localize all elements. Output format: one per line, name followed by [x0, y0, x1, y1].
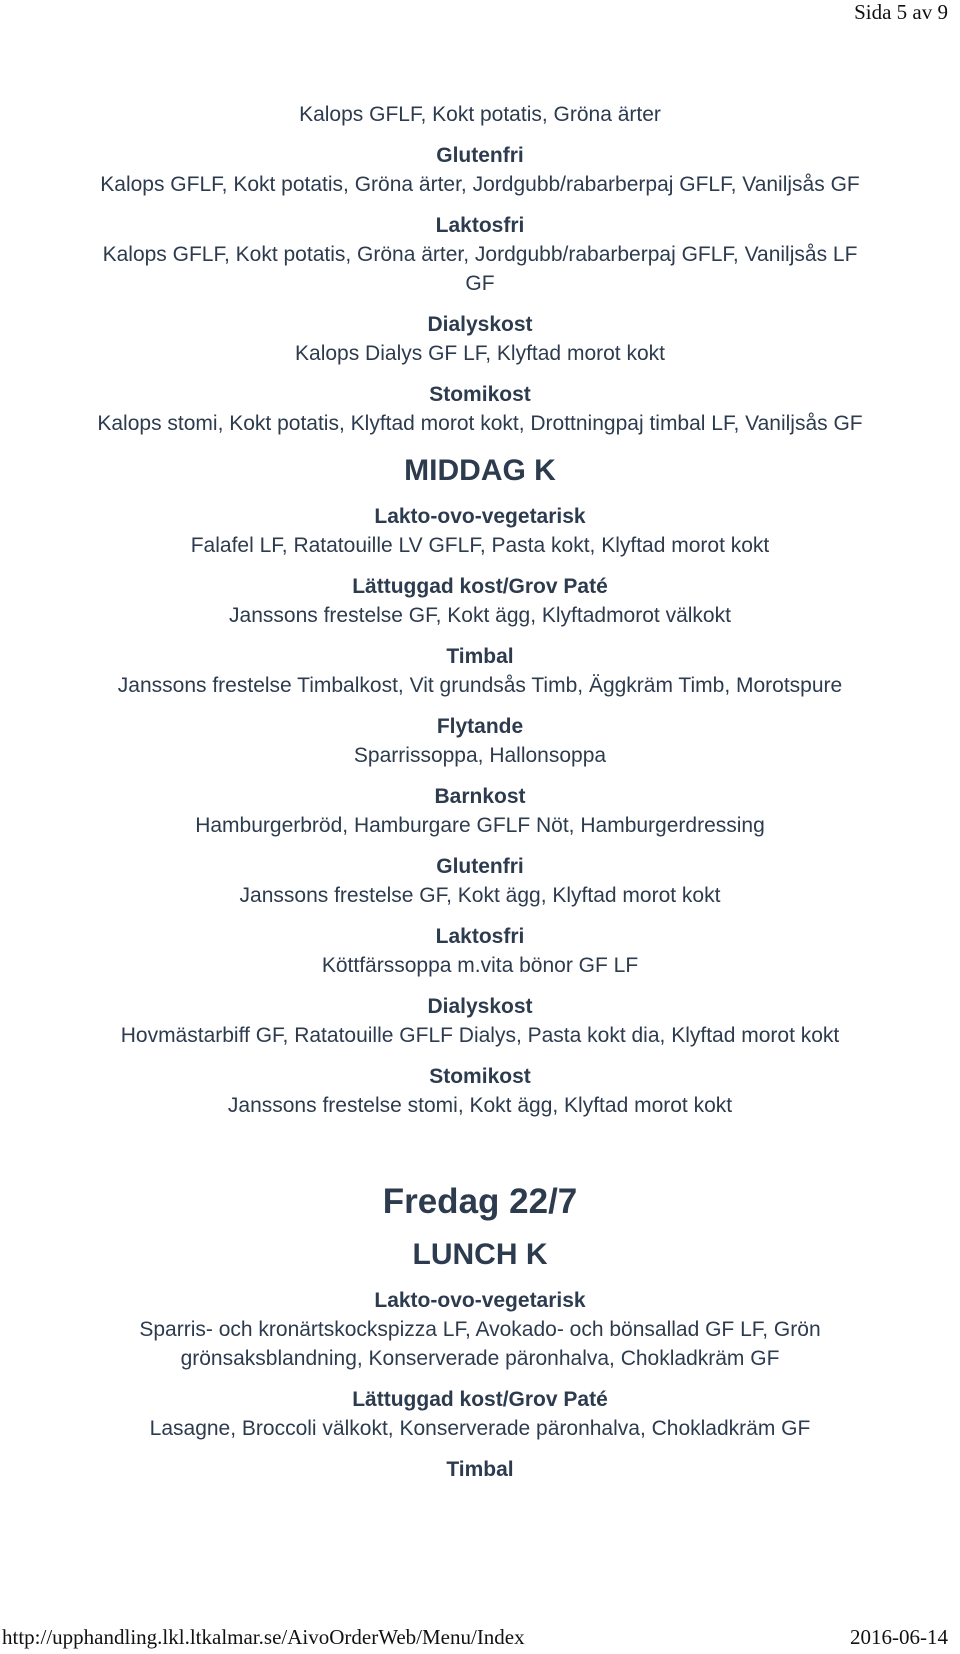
diet-label: Dialyskost [427, 313, 533, 336]
menu-line: Kalops GFLF, Kokt potatis, Gröna ärter, Jordgubb/rabarberpaj GFLF, Vaniljsås GF [100, 173, 860, 196]
diet-label: Flytande [436, 715, 524, 738]
footer-url: http://upphandling.lkl.ltkalmar.se/AivoOrderWeb/Menu/Index [2, 1625, 525, 1649]
menu-line: Janssons frestelse Timbalkost, Vit grundsås Timb, Äggkräm Timb, Morotspure [117, 674, 843, 697]
menu-content [0, 100, 960, 1484]
day-heading: Fredag 22/7 [382, 1182, 578, 1221]
diet-label: Stomikost [429, 1065, 531, 1088]
menu-line: Hovmästarbiff GF, Ratatouille GFLF Dialys, Pasta kokt dia, Klyftad morot kokt [120, 1024, 840, 1047]
diet-label: Barnkost [434, 785, 526, 808]
menu-line: Kalops Dialys GF LF, Klyftad morot kokt [295, 342, 665, 365]
diet-label: Stomikost [429, 383, 531, 406]
section-continued [0, 100, 960, 438]
menu-line: Kalops GFLF, Kokt potatis, Gröna ärter, Jordgubb/rabarberpaj GFLF, Vaniljsås LF GF [102, 243, 858, 295]
page-number: Sida 5 av 9 [854, 0, 948, 24]
footer-date: 2016-06-14 [850, 1625, 948, 1649]
menu-line: Lasagne, Broccoli välkokt, Konserverade päronhalva, Chokladkräm GF [149, 1417, 811, 1440]
diet-label: Lakto-ovo-vegetarisk [374, 1289, 586, 1312]
diet-label: Laktosfri [435, 214, 525, 237]
diet-label: Dialyskost [427, 995, 533, 1018]
diet-label: Timbal [446, 1458, 514, 1481]
diet-label: Lättuggad kost/Grov Paté [352, 575, 608, 598]
diet-label: Glutenfri [436, 144, 524, 167]
menu-line: Sparris- och kronärtskockspizza LF, Avokado- och bönsallad GF LF, Grön grönsaksblandning, Konserverade päronhalva, Chokladkräm GF [139, 1318, 821, 1370]
menu-line: Kalops stomi, Kokt potatis, Klyftad morot kokt, Drottningpaj timbal LF, Vaniljsås GF [97, 412, 863, 435]
diet-label: Glutenfri [436, 855, 524, 878]
menu-line: Sparrissoppa, Hallonsoppa [353, 744, 607, 767]
meal-title-middag: MIDDAG K [404, 454, 556, 487]
diet-label: Lakto-ovo-vegetarisk [374, 505, 586, 528]
lunch-section [0, 1286, 960, 1484]
menu-line: Janssons frestelse GF, Kokt ägg, Klyftad morot kokt [239, 884, 721, 907]
meal-title-lunch: LUNCH K [412, 1238, 548, 1271]
menu-line: Köttfärssoppa m.vita bönor GF LF [321, 954, 639, 977]
diet-label: Timbal [446, 645, 514, 668]
diet-label: Lättuggad kost/Grov Paté [352, 1388, 608, 1411]
menu-line: Hamburgerbröd, Hamburgare GFLF Nöt, Hamburgerdressing [195, 814, 765, 837]
menu-line: Kalops GFLF, Kokt potatis, Gröna ärter [299, 103, 661, 126]
menu-line: Janssons frestelse GF, Kokt ägg, Klyftadmorot välkokt [229, 604, 731, 627]
middag-section [0, 502, 960, 1120]
menu-line: Janssons frestelse stomi, Kokt ägg, Klyftad morot kokt [227, 1094, 733, 1117]
menu-line: Falafel LF, Ratatouille LV GFLF, Pasta kokt, Klyftad morot kokt [190, 534, 770, 557]
diet-label: Laktosfri [435, 925, 525, 948]
